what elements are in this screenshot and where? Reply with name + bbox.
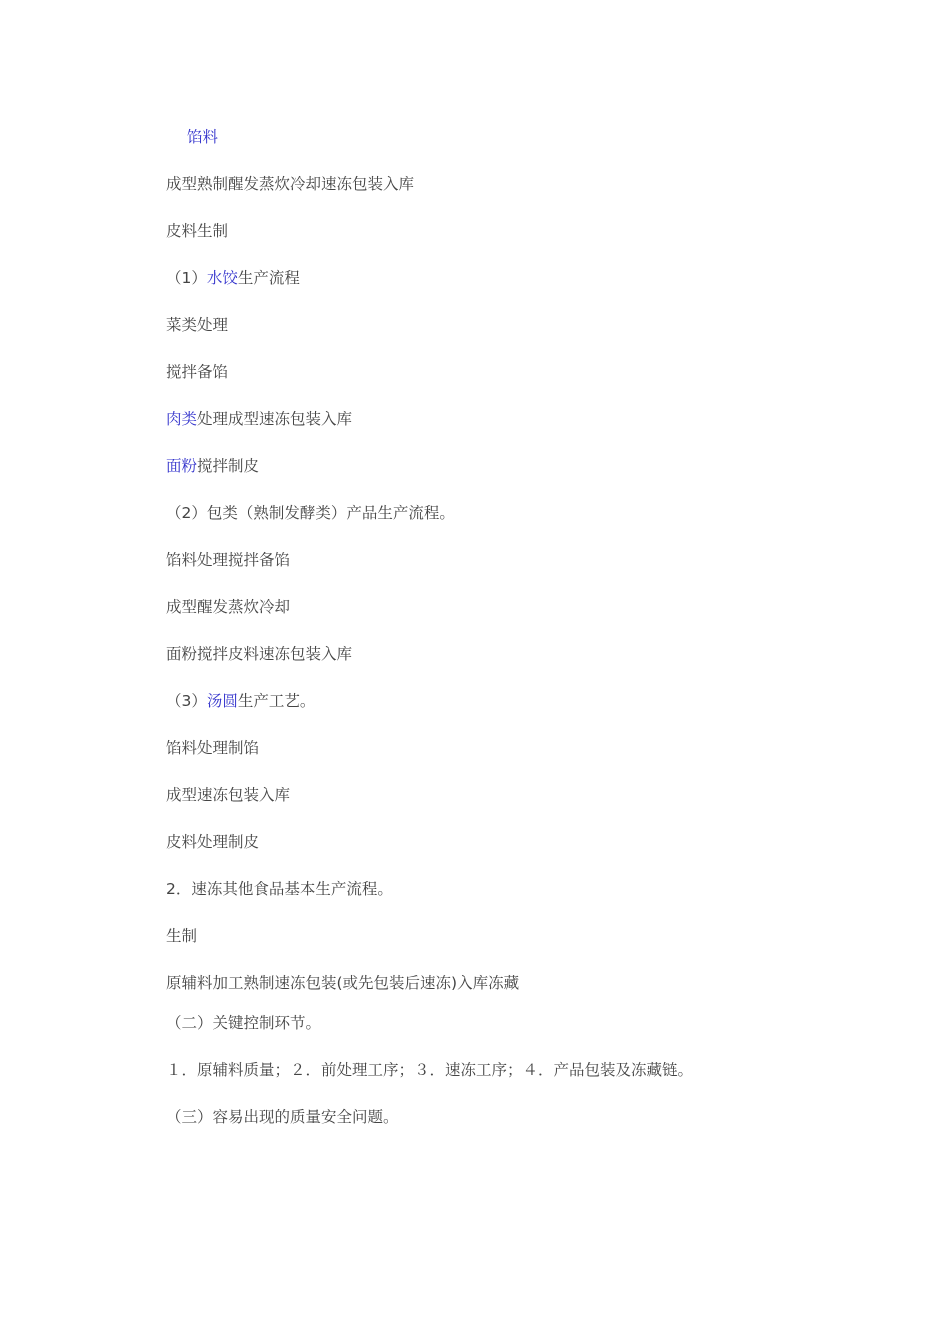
other-foods-heading: 2．速冻其他食品基本生产流程。: [166, 880, 393, 898]
meat-process-line: [166, 408, 352, 430]
paragraph-line: 成型速冻包装入库: [166, 786, 291, 804]
paragraph-line: 馅料处理制馅: [166, 739, 260, 757]
heading-suffix: 生产流程: [237, 269, 300, 287]
key-control-heading: （二）关键控制环节。: [166, 1014, 322, 1032]
quality-issues-heading: （三）容易出现的质量安全问题。: [166, 1108, 399, 1126]
dumpling-process-heading: [166, 267, 300, 289]
paragraph-line: 搅拌备馅: [166, 363, 229, 381]
flour-link[interactable]: 面粉: [166, 457, 198, 475]
bun-process-heading: （2）包类（熟制发酵类）产品生产流程。: [166, 504, 455, 522]
paragraph-line: 成型熟制醒发蒸炊冷却速冻包装入库: [166, 175, 415, 193]
key-control-list: １．原辅料质量；２．前处理工序；３．速冻工序；４．产品包装及冻藏链。: [166, 1061, 694, 1079]
dumpling-link[interactable]: 水饺: [206, 269, 238, 287]
paragraph-line: 皮料处理制皮: [166, 833, 260, 851]
heading-prefix: （1）: [166, 269, 207, 287]
filling-link[interactable]: 馅料: [187, 128, 219, 146]
paragraph-line: 原辅料加工熟制速冻包装(或先包装后速冻)入库冻藏: [166, 974, 520, 992]
tangyuan-process-heading: [166, 690, 315, 712]
paragraph-line: 馅料处理搅拌备馅: [166, 551, 291, 569]
tangyuan-link[interactable]: 汤圆: [206, 692, 238, 710]
paragraph-line: 菜类处理: [166, 316, 229, 334]
heading-suffix: 生产工艺。: [237, 692, 316, 710]
paragraph-line: 面粉搅拌皮料速冻包装入库: [166, 645, 353, 663]
meat-link[interactable]: 肉类: [166, 410, 198, 428]
heading-prefix: （3）: [166, 692, 207, 710]
line-suffix: 搅拌制皮: [197, 457, 260, 475]
paragraph-line: 生制: [166, 927, 198, 945]
paragraph-line: 皮料生制: [166, 222, 229, 240]
filling-heading: [187, 126, 218, 148]
line-suffix: 处理成型速冻包装入库: [197, 410, 353, 428]
flour-process-line: [166, 455, 259, 477]
paragraph-line: 成型醒发蒸炊冷却: [166, 598, 291, 616]
